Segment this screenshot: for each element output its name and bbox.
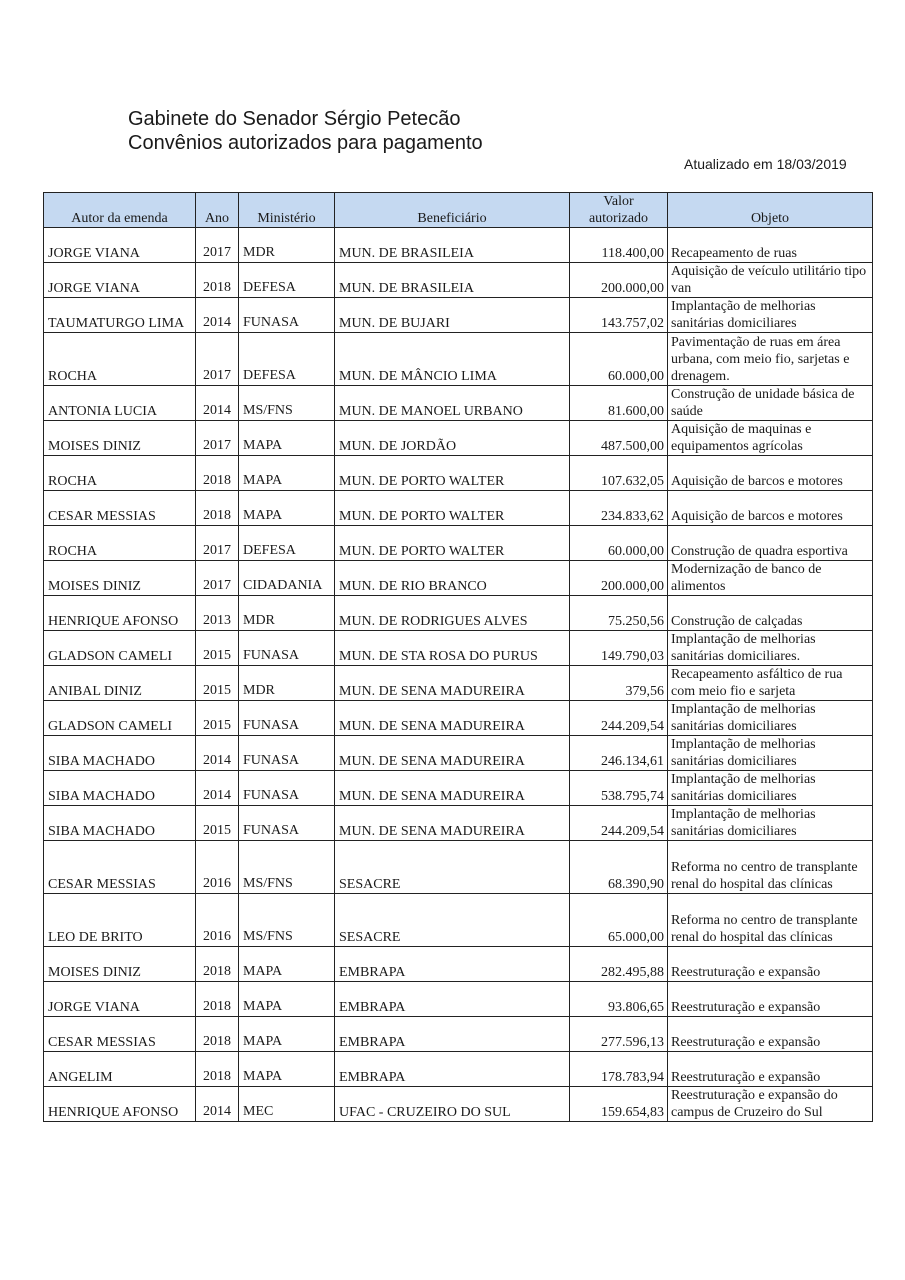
table-row	[44, 1087, 873, 1122]
cell-ano: 2017	[196, 561, 239, 596]
cell-valor: 143.757,02	[570, 298, 668, 333]
table-row	[44, 701, 873, 736]
column-header-ano: Ano	[196, 193, 239, 228]
cell-beneficiario: MUN. DE SENA MADUREIRA	[335, 736, 570, 771]
cell-beneficiario: UFAC - CRUZEIRO DO SUL	[335, 1087, 570, 1122]
cell-beneficiario: MUN. DE SENA MADUREIRA	[335, 806, 570, 841]
cell-beneficiario: EMBRAPA	[335, 947, 570, 982]
cell-ministerio: MEC	[239, 1087, 335, 1122]
cell-autor: JORGE VIANA	[44, 228, 196, 263]
cell-objeto: Aquisição de barcos e motores	[668, 491, 873, 526]
cell-autor: TAUMATURGO LIMA	[44, 298, 196, 333]
cell-objeto: Implantação de melhorias sanitárias domiciliares	[668, 736, 873, 771]
cell-ano: 2016	[196, 841, 239, 894]
cell-autor: ROCHA	[44, 456, 196, 491]
cell-ministerio: CIDADANIA	[239, 561, 335, 596]
cell-autor: JORGE VIANA	[44, 263, 196, 298]
cell-ano: 2016	[196, 894, 239, 947]
column-header-valor: Valor autorizado	[570, 193, 668, 228]
cell-autor: JORGE VIANA	[44, 982, 196, 1017]
cell-ano: 2018	[196, 1017, 239, 1052]
cell-ano: 2017	[196, 526, 239, 561]
cell-ano: 2015	[196, 631, 239, 666]
cell-objeto: Aquisição de veículo utilitário tipo van	[668, 263, 873, 298]
cell-autor: ROCHA	[44, 526, 196, 561]
cell-objeto: Aquisição de barcos e motores	[668, 456, 873, 491]
cell-objeto: Reestruturação e expansão	[668, 982, 873, 1017]
cell-ano: 2015	[196, 666, 239, 701]
cell-ano: 2014	[196, 1087, 239, 1122]
cell-ministerio: MDR	[239, 596, 335, 631]
cell-valor: 60.000,00	[570, 333, 668, 386]
cell-ministerio: MDR	[239, 228, 335, 263]
table-header-row	[44, 193, 873, 228]
cell-ano: 2018	[196, 947, 239, 982]
cell-ministerio: MAPA	[239, 421, 335, 456]
cell-valor: 234.833,62	[570, 491, 668, 526]
cell-autor: MOISES DINIZ	[44, 561, 196, 596]
table-body	[44, 228, 873, 1122]
cell-autor: CESAR MESSIAS	[44, 491, 196, 526]
cell-beneficiario: MUN. DE SENA MADUREIRA	[335, 701, 570, 736]
cell-objeto: Implantação de melhorias sanitárias domiciliares	[668, 771, 873, 806]
cell-valor: 538.795,74	[570, 771, 668, 806]
cell-ano: 2015	[196, 806, 239, 841]
table-row	[44, 982, 873, 1017]
cell-objeto: Reestruturação e expansão	[668, 947, 873, 982]
cell-objeto: Reforma no centro de transplante renal do hospital das clínicas	[668, 841, 873, 894]
cell-ministerio: FUNASA	[239, 631, 335, 666]
cell-ano: 2018	[196, 456, 239, 491]
cell-valor: 277.596,13	[570, 1017, 668, 1052]
cell-beneficiario: MUN. DE BUJARI	[335, 298, 570, 333]
cell-beneficiario: MUN. DE SENA MADUREIRA	[335, 771, 570, 806]
table-row	[44, 806, 873, 841]
cell-autor: MOISES DINIZ	[44, 421, 196, 456]
cell-autor: GLADSON CAMELI	[44, 701, 196, 736]
cell-objeto: Recapeamento de ruas	[668, 228, 873, 263]
cell-ministerio: FUNASA	[239, 806, 335, 841]
cell-valor: 107.632,05	[570, 456, 668, 491]
cell-beneficiario: EMBRAPA	[335, 1017, 570, 1052]
cell-autor: ROCHA	[44, 333, 196, 386]
cell-objeto: Implantação de melhorias sanitárias domiciliares	[668, 298, 873, 333]
cell-ano: 2017	[196, 228, 239, 263]
cell-autor: MOISES DINIZ	[44, 947, 196, 982]
table-row	[44, 596, 873, 631]
cell-valor: 246.134,61	[570, 736, 668, 771]
cell-beneficiario: MUN. DE RODRIGUES ALVES	[335, 596, 570, 631]
cell-objeto: Implantação de melhorias sanitárias domiciliares.	[668, 631, 873, 666]
cell-ministerio: FUNASA	[239, 298, 335, 333]
document-subtitle: Convênios autorizados para pagamento	[128, 132, 483, 154]
cell-beneficiario: EMBRAPA	[335, 982, 570, 1017]
cell-beneficiario: MUN. DE PORTO WALTER	[335, 491, 570, 526]
cell-autor: GLADSON CAMELI	[44, 631, 196, 666]
cell-ministerio: DEFESA	[239, 263, 335, 298]
cell-valor: 60.000,00	[570, 526, 668, 561]
cell-objeto: Construção de quadra esportiva	[668, 526, 873, 561]
cell-valor: 68.390,90	[570, 841, 668, 894]
table-row	[44, 298, 873, 333]
cell-objeto: Reestruturação e expansão do campus de Cruzeiro do Sul	[668, 1087, 873, 1122]
table-row	[44, 333, 873, 386]
cell-objeto: Reestruturação e expansão	[668, 1052, 873, 1087]
cell-beneficiario: MUN. DE STA ROSA DO PURUS	[335, 631, 570, 666]
table-row	[44, 228, 873, 263]
cell-valor: 149.790,03	[570, 631, 668, 666]
cell-ministerio: MS/FNS	[239, 841, 335, 894]
table-row	[44, 491, 873, 526]
cell-ano: 2013	[196, 596, 239, 631]
cell-ministerio: FUNASA	[239, 771, 335, 806]
cell-valor: 200.000,00	[570, 263, 668, 298]
cell-ano: 2014	[196, 386, 239, 421]
cell-valor: 487.500,00	[570, 421, 668, 456]
cell-ministerio: DEFESA	[239, 333, 335, 386]
cell-objeto: Implantação de melhorias sanitárias domiciliares	[668, 806, 873, 841]
cell-valor: 118.400,00	[570, 228, 668, 263]
column-header-autor: Autor da emenda	[44, 193, 196, 228]
cell-ano: 2014	[196, 771, 239, 806]
table-row	[44, 947, 873, 982]
cell-ministerio: FUNASA	[239, 701, 335, 736]
cell-ano: 2017	[196, 421, 239, 456]
cell-objeto: Construção de calçadas	[668, 596, 873, 631]
cell-beneficiario: MUN. DE PORTO WALTER	[335, 456, 570, 491]
cell-valor: 244.209,54	[570, 701, 668, 736]
cell-autor: HENRIQUE AFONSO	[44, 596, 196, 631]
table-row	[44, 736, 873, 771]
table-row	[44, 841, 873, 894]
cell-autor: CESAR MESSIAS	[44, 1017, 196, 1052]
cell-objeto: Implantação de melhorias sanitárias domiciliares	[668, 701, 873, 736]
cell-ministerio: MS/FNS	[239, 894, 335, 947]
cell-beneficiario: MUN. DE JORDÃO	[335, 421, 570, 456]
cell-valor: 65.000,00	[570, 894, 668, 947]
cell-valor: 178.783,94	[570, 1052, 668, 1087]
cell-beneficiario: MUN. DE BRASILEIA	[335, 263, 570, 298]
table-row	[44, 666, 873, 701]
cell-autor: SIBA MACHADO	[44, 771, 196, 806]
cell-valor: 379,56	[570, 666, 668, 701]
table-row	[44, 894, 873, 947]
cell-autor: ANTONIA LUCIA	[44, 386, 196, 421]
table-row	[44, 526, 873, 561]
cell-valor: 93.806,65	[570, 982, 668, 1017]
cell-ano: 2014	[196, 736, 239, 771]
cell-autor: ANIBAL DINIZ	[44, 666, 196, 701]
cell-ministerio: MAPA	[239, 491, 335, 526]
cell-beneficiario: MUN. DE MANOEL URBANO	[335, 386, 570, 421]
cell-beneficiario: MUN. DE BRASILEIA	[335, 228, 570, 263]
cell-ano: 2018	[196, 1052, 239, 1087]
cell-objeto: Reforma no centro de transplante renal do hospital das clínicas	[668, 894, 873, 947]
cell-objeto: Modernização de banco de alimentos	[668, 561, 873, 596]
cell-autor: HENRIQUE AFONSO	[44, 1087, 196, 1122]
convenios-table	[43, 192, 873, 1122]
cell-beneficiario: SESACRE	[335, 894, 570, 947]
cell-ano: 2018	[196, 982, 239, 1017]
cell-beneficiario: EMBRAPA	[335, 1052, 570, 1087]
cell-ano: 2018	[196, 263, 239, 298]
cell-autor: ANGELIM	[44, 1052, 196, 1087]
cell-objeto: Reestruturação e expansão	[668, 1017, 873, 1052]
cell-ministerio: MAPA	[239, 1052, 335, 1087]
table-row	[44, 1017, 873, 1052]
table-row	[44, 1052, 873, 1087]
cell-ministerio: MAPA	[239, 456, 335, 491]
cell-autor: SIBA MACHADO	[44, 806, 196, 841]
cell-ministerio: MAPA	[239, 982, 335, 1017]
table-row	[44, 456, 873, 491]
table-row	[44, 771, 873, 806]
updated-date: Atualizado em 18/03/2019	[684, 156, 847, 172]
table-row	[44, 263, 873, 298]
cell-valor: 159.654,83	[570, 1087, 668, 1122]
cell-ano: 2015	[196, 701, 239, 736]
cell-autor: LEO DE BRITO	[44, 894, 196, 947]
cell-ministerio: FUNASA	[239, 736, 335, 771]
cell-valor: 81.600,00	[570, 386, 668, 421]
cell-ministerio: MAPA	[239, 947, 335, 982]
cell-beneficiario: MUN. DE PORTO WALTER	[335, 526, 570, 561]
cell-beneficiario: MUN. DE SENA MADUREIRA	[335, 666, 570, 701]
table-row	[44, 421, 873, 456]
table-row	[44, 561, 873, 596]
cell-valor: 200.000,00	[570, 561, 668, 596]
cell-beneficiario: SESACRE	[335, 841, 570, 894]
cell-objeto: Construção de unidade básica de saúde	[668, 386, 873, 421]
cell-valor: 282.495,88	[570, 947, 668, 982]
cell-ano: 2014	[196, 298, 239, 333]
cell-valor: 75.250,56	[570, 596, 668, 631]
column-header-ministerio: Ministério	[239, 193, 335, 228]
cell-beneficiario: MUN. DE MÂNCIO LIMA	[335, 333, 570, 386]
cell-ministerio: DEFESA	[239, 526, 335, 561]
cell-objeto: Aquisição de maquinas e equipamentos agrícolas	[668, 421, 873, 456]
cell-beneficiario: MUN. DE RIO BRANCO	[335, 561, 570, 596]
cell-ministerio: MS/FNS	[239, 386, 335, 421]
cell-autor: SIBA MACHADO	[44, 736, 196, 771]
cell-ministerio: MAPA	[239, 1017, 335, 1052]
table-row	[44, 386, 873, 421]
document-title: Gabinete do Senador Sérgio Petecão	[128, 108, 461, 130]
column-header-objeto: Objeto	[668, 193, 873, 228]
cell-ano: 2017	[196, 333, 239, 386]
cell-ministerio: MDR	[239, 666, 335, 701]
cell-objeto: Recapeamento asfáltico de rua com meio fio e sarjeta	[668, 666, 873, 701]
cell-objeto: Pavimentação de ruas em área urbana, com meio fio, sarjetas e drenagem.	[668, 333, 873, 386]
cell-ano: 2018	[196, 491, 239, 526]
cell-valor: 244.209,54	[570, 806, 668, 841]
table-row	[44, 631, 873, 666]
cell-autor: CESAR MESSIAS	[44, 841, 196, 894]
column-header-beneficiario: Beneficiário	[335, 193, 570, 228]
